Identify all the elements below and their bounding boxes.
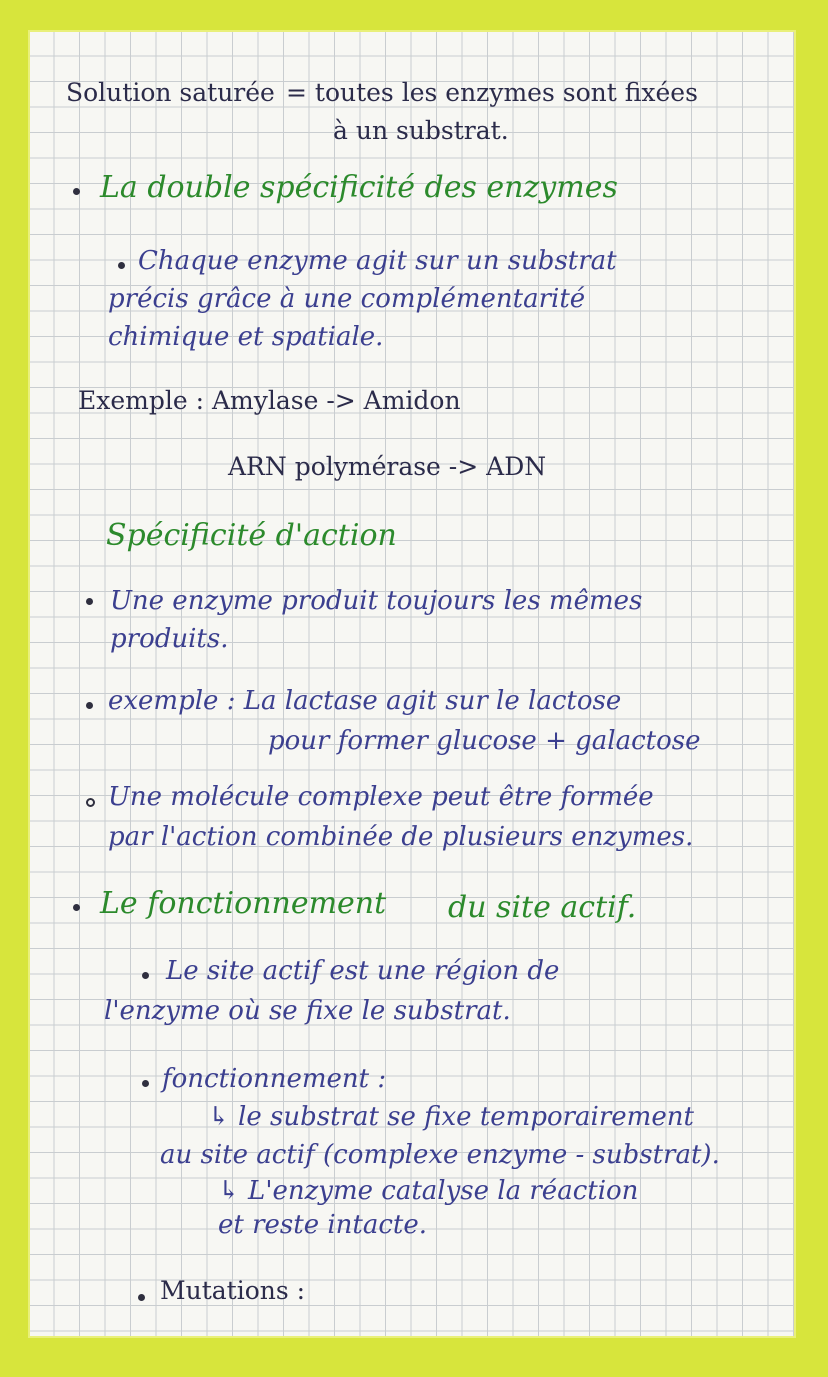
bullet-dot bbox=[73, 904, 80, 911]
bullet-dot bbox=[142, 972, 149, 979]
bullet-dot bbox=[73, 188, 80, 195]
grid-paper-sheet bbox=[28, 30, 796, 1338]
para-complex-molecule-line2: par l'action combinée de plusieurs enzymes. bbox=[108, 822, 694, 852]
bullet-dot bbox=[138, 1294, 145, 1301]
heading-double-specificity: La double spécificité des enzymes bbox=[100, 170, 618, 205]
functioning-step2-cont: et reste intacte. bbox=[218, 1210, 428, 1240]
functioning-label: fonctionnement : bbox=[162, 1064, 387, 1094]
saturated-solution-definition: = toutes les enzymes sont fixées bbox=[286, 78, 698, 107]
saturated-solution-definition-cont: à un substrat. bbox=[333, 116, 509, 145]
bullet-dot bbox=[118, 262, 125, 269]
mutations-label: Mutations : bbox=[160, 1276, 306, 1305]
para-lactase-line1: exemple : La lactase agit sur le lactose bbox=[108, 686, 622, 716]
bullet-dot bbox=[86, 598, 93, 605]
para-specificity-line1: Chaque enzyme agit sur un substrat bbox=[138, 246, 617, 276]
bullet-circle bbox=[86, 798, 95, 807]
functioning-step2: ↳ L'enzyme catalyse la réaction bbox=[218, 1176, 639, 1206]
para-specificity-line3: chimique et spatiale. bbox=[108, 322, 384, 352]
bullet-dot bbox=[86, 702, 93, 709]
para-active-site-line1: Le site actif est une région de bbox=[166, 956, 560, 986]
para-same-products-line1: Une enzyme produit toujours les mêmes bbox=[110, 586, 643, 616]
para-specificity-line2: précis grâce à une complémentarité bbox=[108, 284, 586, 314]
para-lactase-line2: pour former glucose + galactose bbox=[268, 726, 701, 756]
example-arn-polymerase: ARN polymérase -> ADN bbox=[228, 452, 547, 481]
saturated-solution-label: Solution saturée bbox=[66, 78, 275, 107]
heading-active-site-part1: Le fonctionnement bbox=[100, 886, 387, 921]
para-complex-molecule-line1: Une molécule complexe peut être formée bbox=[108, 782, 654, 812]
functioning-step1: ↳ le substrat se fixe temporairement bbox=[208, 1102, 694, 1132]
heading-action-specificity: Spécificité d'action bbox=[106, 518, 397, 553]
para-active-site-line2: l'enzyme où se fixe le substrat. bbox=[104, 996, 511, 1026]
para-same-products-line2: produits. bbox=[110, 624, 229, 654]
functioning-step1-cont: au site actif (complexe enzyme - substrat). bbox=[160, 1140, 720, 1170]
bullet-dot bbox=[142, 1080, 149, 1087]
heading-active-site-part2: du site actif. bbox=[448, 890, 637, 925]
example-amylase: Exemple : Amylase -> Amidon bbox=[78, 386, 461, 415]
